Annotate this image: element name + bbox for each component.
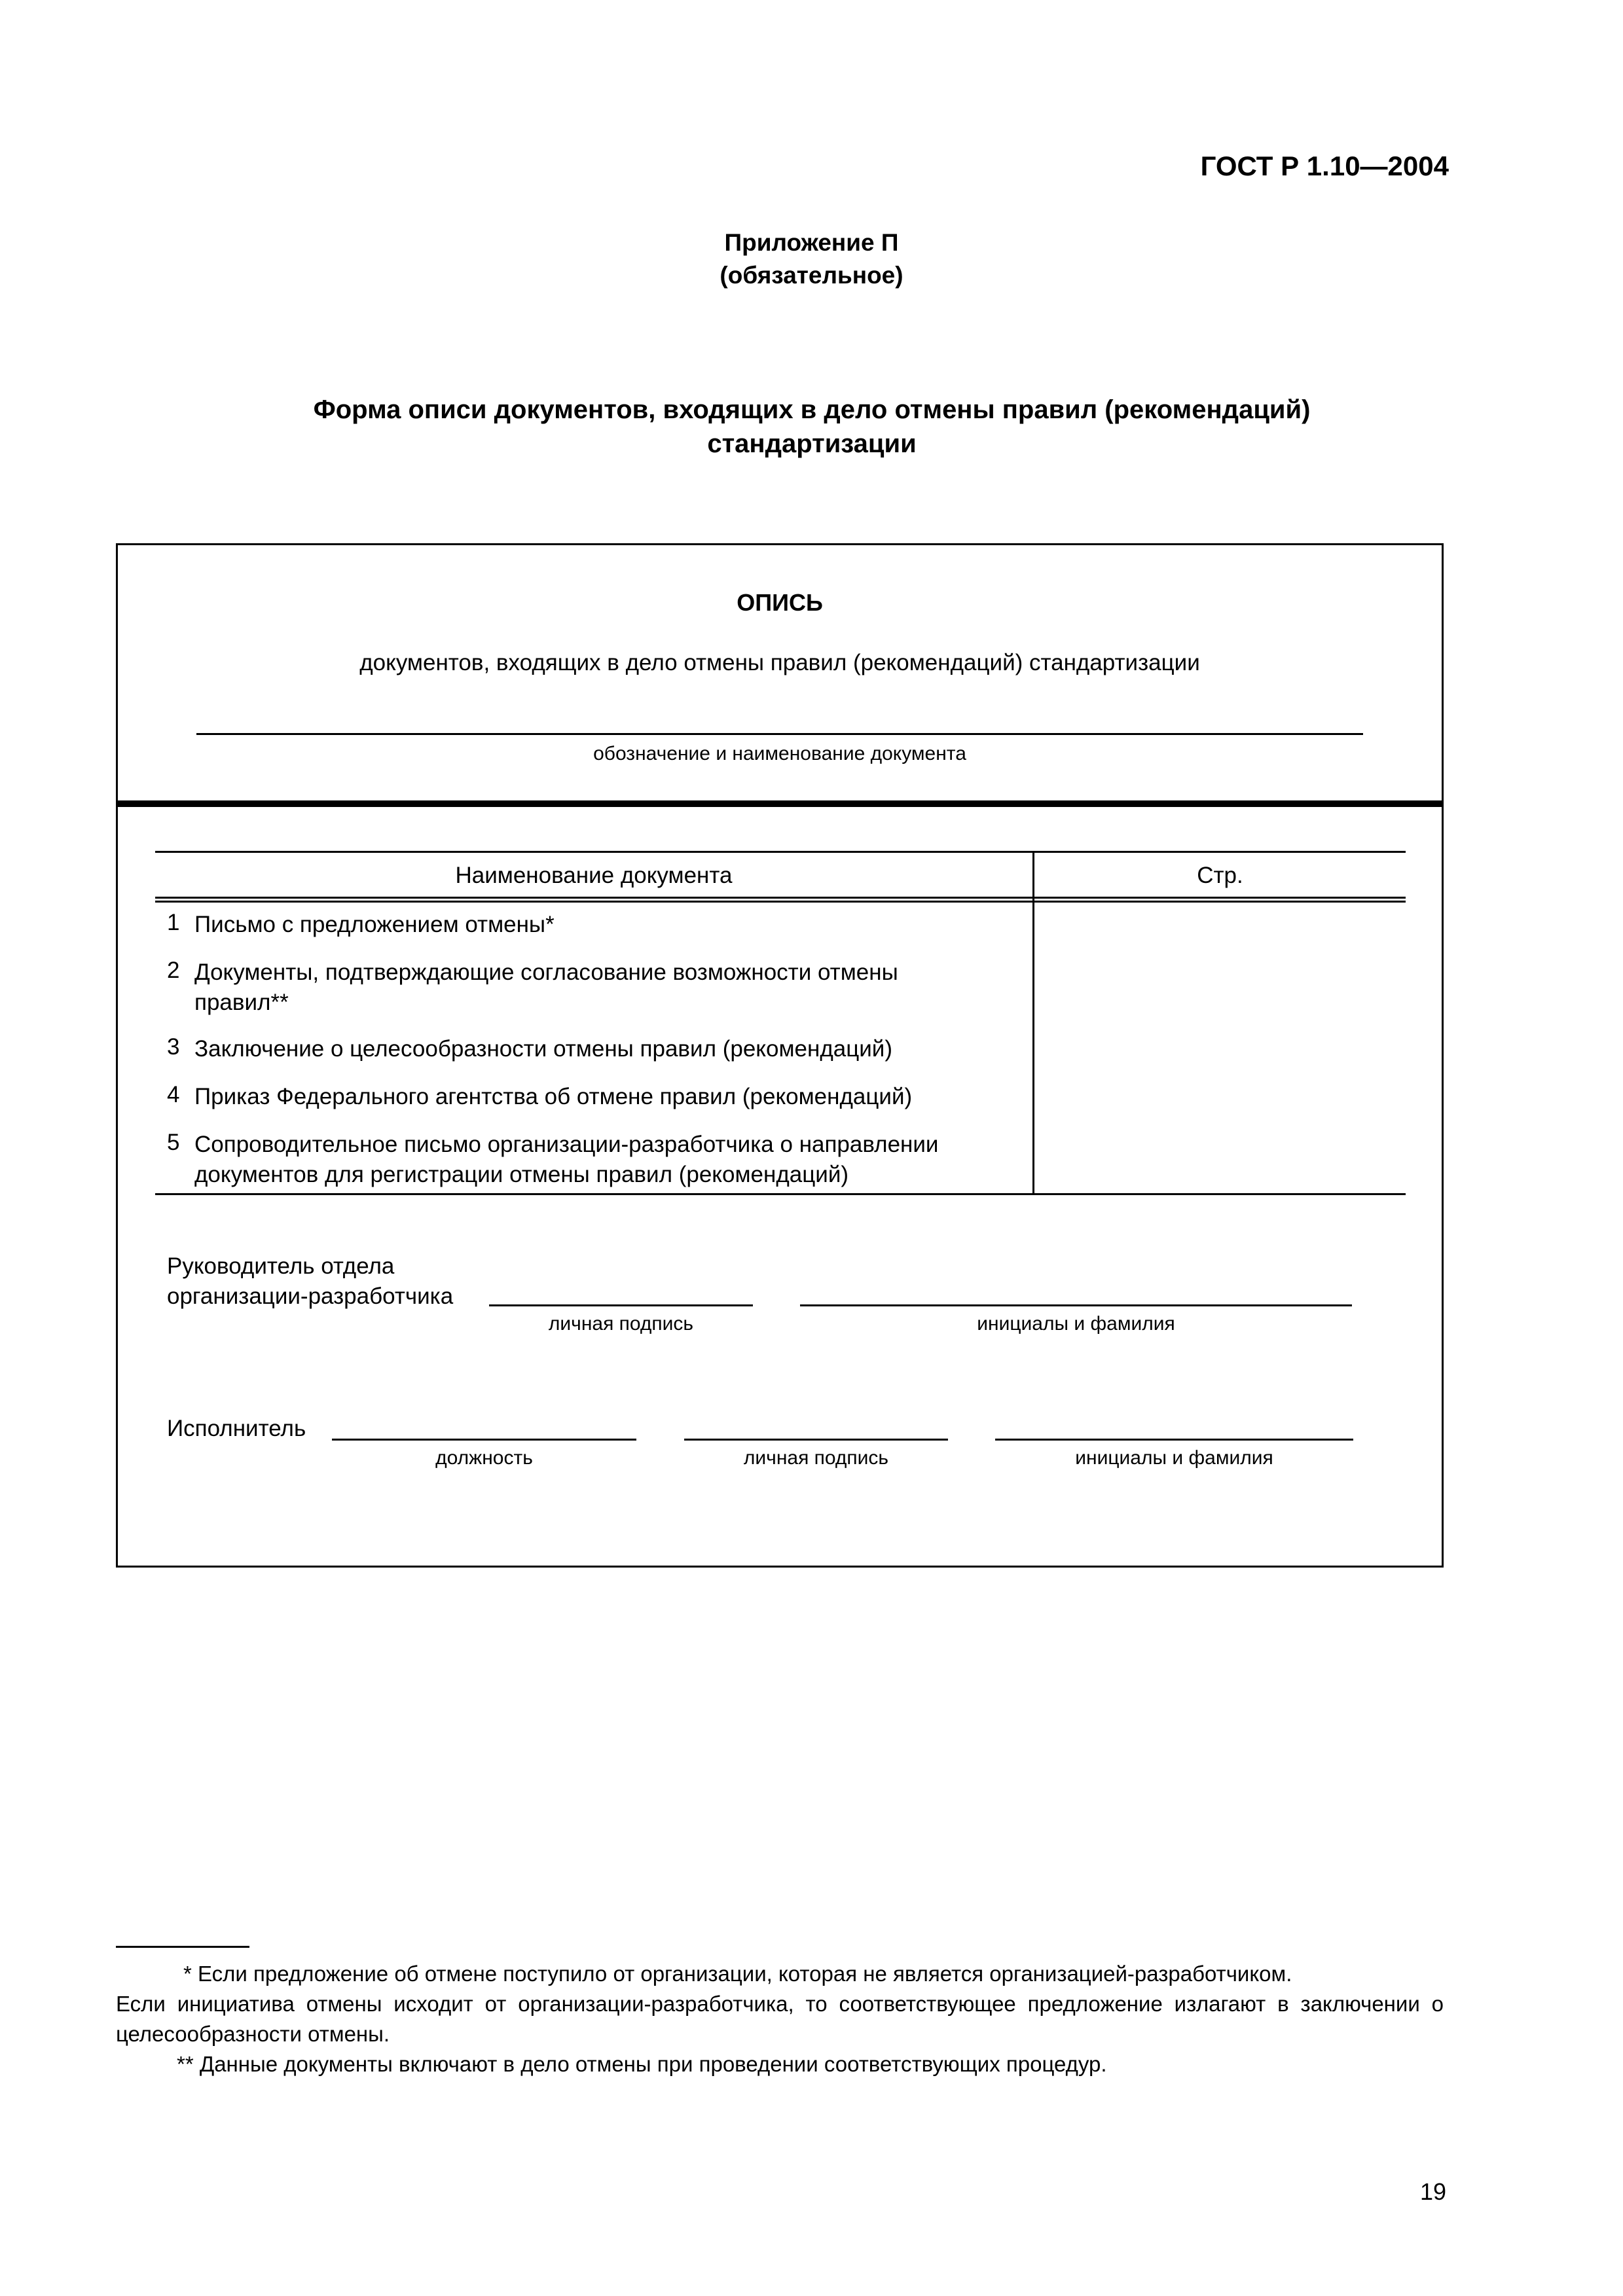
designation-caption: обозначение и наименование документа [593, 743, 966, 764]
opis-title: ОПИСЬ [737, 589, 823, 616]
footnote-2: ** Данные документы включают в дело отмены при проведении соответствующих процедур. [177, 2052, 1107, 2076]
row-text: Письмо с предложением отмены* [194, 912, 555, 937]
column-header-name: Наименование документа [455, 863, 733, 888]
footnote-1-line1: * Если предложение об отмене поступило от организации, которая не является организацией-разработчиком. [183, 1962, 1292, 1986]
executor-position-caption: должность [435, 1447, 533, 1469]
heavy-divider [116, 800, 1444, 807]
table-column-divider [1032, 851, 1034, 1195]
row-number: 3 [167, 1034, 180, 1060]
form-title [196, 393, 1427, 461]
executor-signature-line [684, 1439, 948, 1441]
row-text: Приказ Федерального агентства об отмене правил (рекомендаций) [194, 1084, 913, 1109]
row-text: Заключение о целесообразности отмены правил (рекомендаций) [194, 1036, 893, 1062]
opis-subtitle: документов, входящих в дело отмены правил (рекомендаций) стандартизации [359, 650, 1200, 675]
head-label-line1: Руководитель отдела [167, 1253, 395, 1279]
appendix-status: (обязательное) [720, 262, 903, 289]
designation-fill-line [196, 733, 1363, 735]
head-label-line2: организации-разработчика [167, 1283, 454, 1309]
page-number: 19 [1419, 2178, 1446, 2205]
form-title-line1: Форма описи документов, входящих в дело отмены правил (рекомендаций) [313, 395, 1311, 424]
row-number: 2 [167, 958, 180, 983]
head-name-line [800, 1304, 1352, 1306]
head-signature-caption: личная подпись [548, 1313, 694, 1335]
table-header-rule [155, 897, 1406, 899]
table-header-rule-double [155, 901, 1406, 903]
executor-name-caption: инициалы и фамилия [1075, 1447, 1273, 1469]
row-text: Сопроводительное письмо организации-разработчика о направлении документов для регистрации отмены правил (рекомендаций) [194, 1132, 939, 1187]
footnote-1-continuation: Если инициатива отмены исходит от организации-разработчика, то соответствующее предложение излагают в заключении о целесообразности отмены. [116, 1992, 1444, 2046]
executor-signature-caption: личная подпись [743, 1447, 889, 1469]
row-number: 5 [167, 1130, 180, 1155]
table-top-rule [155, 851, 1406, 853]
row-number: 1 [167, 910, 180, 935]
row-number: 4 [167, 1082, 180, 1107]
appendix-title: Приложение П [724, 229, 899, 256]
head-name-caption: инициалы и фамилия [977, 1313, 1175, 1335]
table-bottom-rule [155, 1193, 1406, 1195]
form-title-line2: стандартизации [707, 429, 917, 458]
footnote-separator [116, 1946, 249, 1948]
executor-label: Исполнитель [167, 1416, 306, 1441]
executor-name-line [995, 1439, 1353, 1441]
row-text: Документы, подтверждающие согласование возможности отмены правил** [194, 960, 898, 1015]
column-header-page: Стр. [1197, 863, 1243, 888]
head-signature-line [489, 1304, 753, 1306]
executor-position-line [332, 1439, 636, 1441]
standard-designation: ГОСТ Р 1.10—2004 [1200, 151, 1449, 181]
